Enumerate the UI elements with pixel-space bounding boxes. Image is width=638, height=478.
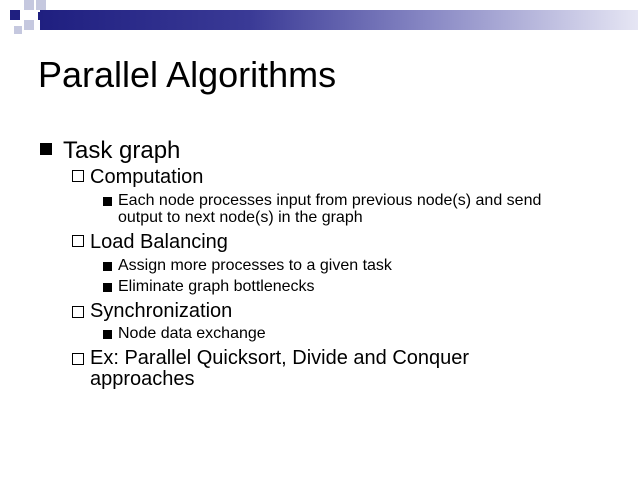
header-gradient-bar [40, 10, 638, 30]
hollow-square-bullet-icon [72, 306, 84, 318]
square-bullet-icon [103, 283, 112, 292]
bullet-level2: Synchronization [90, 300, 233, 322]
bullet-level3: Node data exchange [118, 325, 266, 342]
decor-square [36, 0, 46, 10]
decor-square [24, 20, 34, 30]
decor-square [24, 0, 34, 10]
hollow-square-bullet-icon [72, 170, 84, 182]
decor-square [10, 10, 20, 20]
bullet-level3: Each node processes input from previous node(s) and send [118, 192, 542, 209]
hollow-square-bullet-icon [72, 235, 84, 247]
square-bullet-icon [103, 262, 112, 271]
bullet-level2-continuation: approaches [90, 368, 195, 390]
slide-title: Parallel Algorithms [38, 54, 337, 95]
bullet-level1: Task graph [63, 137, 181, 164]
bullet-level3: Eliminate graph bottlenecks [118, 278, 315, 295]
square-bullet-icon [40, 143, 52, 155]
bullet-level3: Assign more processes to a given task [118, 257, 392, 274]
bullet-level2: Load Balancing [90, 231, 228, 253]
bullet-level2: Ex: Parallel Quicksort, Divide and Conquer [90, 347, 470, 369]
bullet-level3-continuation: output to next node(s) in the graph [118, 209, 363, 226]
square-bullet-icon [103, 330, 112, 339]
hollow-square-bullet-icon [72, 353, 84, 365]
decor-square [14, 26, 22, 34]
bullet-level2: Computation [90, 166, 204, 188]
square-bullet-icon [103, 197, 112, 206]
